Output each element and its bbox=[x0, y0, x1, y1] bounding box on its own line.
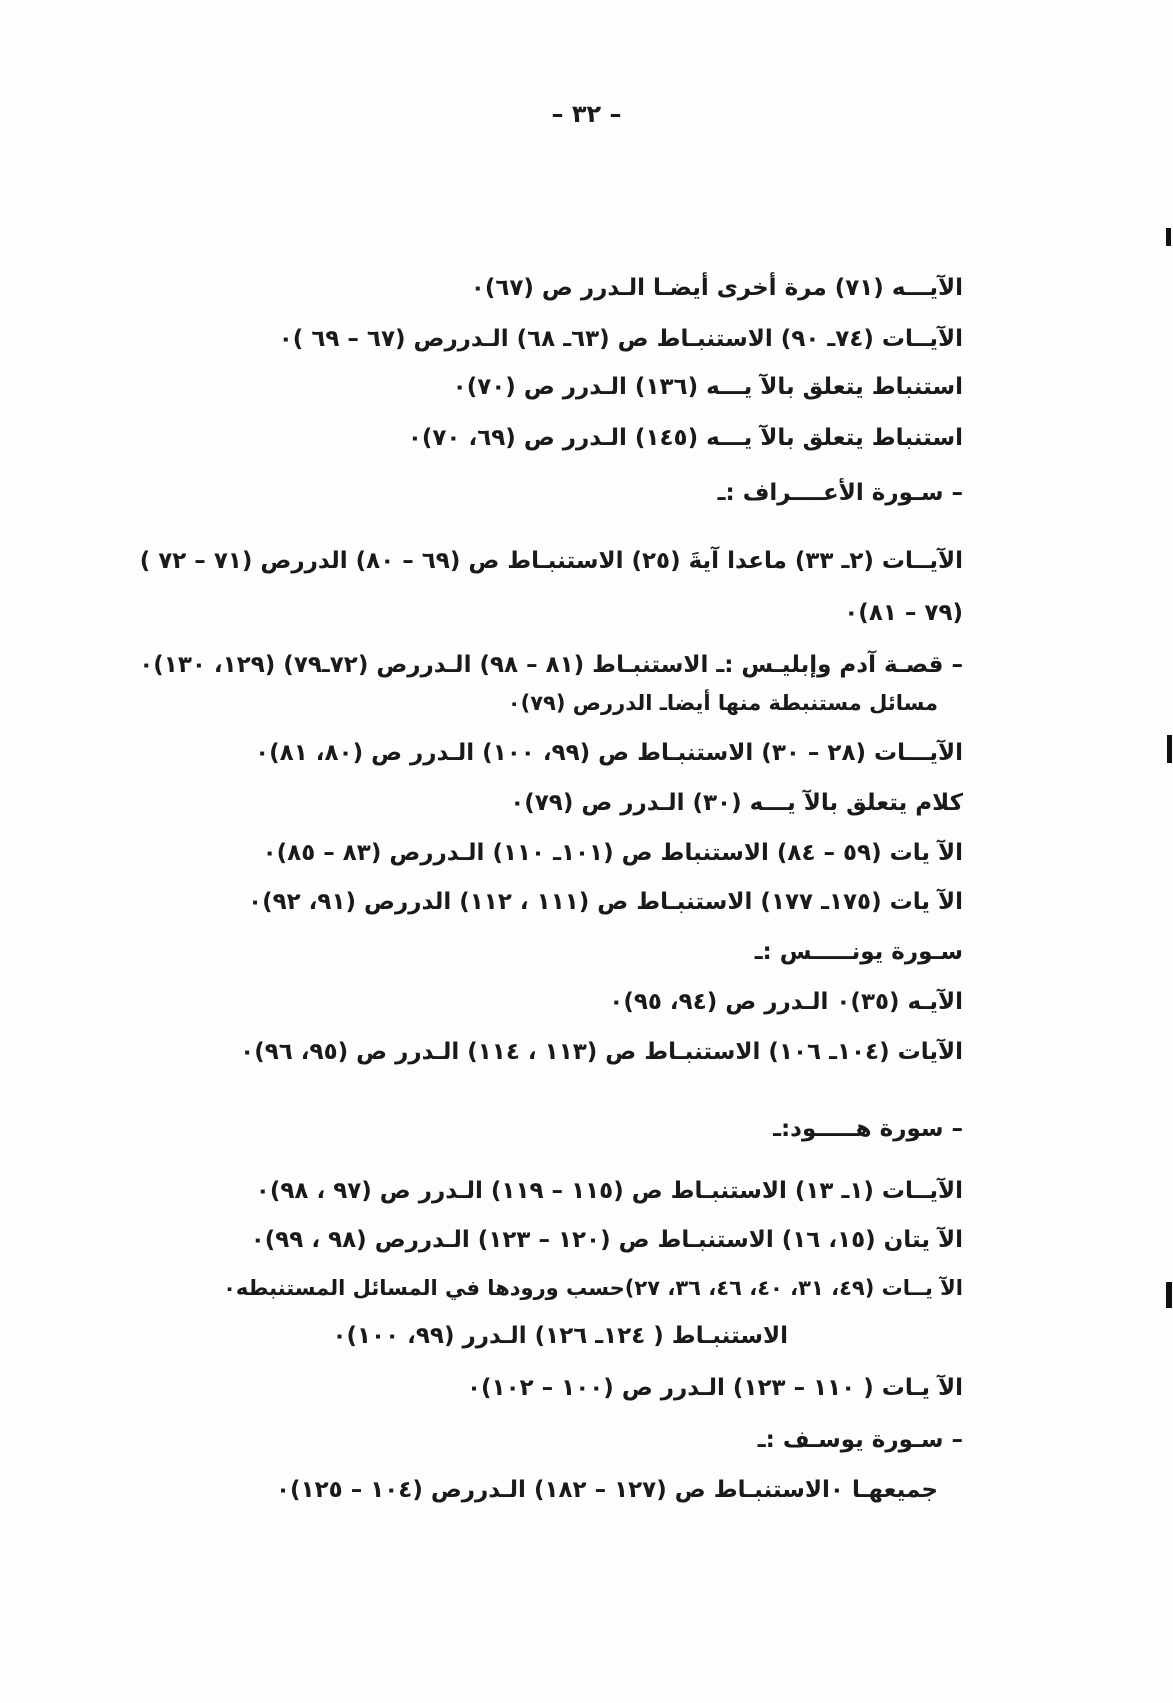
section-heading-hud: – سورة هـــــود:ـ bbox=[773, 1116, 963, 1142]
scan-mark bbox=[1166, 1282, 1172, 1308]
index-line-19: الآ يتان (١٥، ١٦) الاستنبـاط ص (١٢٠ – ١٢٣) الـدررص (٩٨ ، ٩٩)٠ bbox=[250, 1227, 963, 1253]
index-line-4: استنباط يتعلق بالآ يـــه (١٤٥) الـدرر ص (٦٩، ٧٠)٠ bbox=[407, 425, 963, 451]
index-line-8: – قصـة آدم وإبليـس :ـ الاستنبـاط (٨١ – ٩٨) الـدررص (٧٢ـ٧٩) (١٢٩، ١٣٠)٠ bbox=[139, 652, 963, 678]
index-line-9: مسائل مستنبطة منها أيضاـ الدررص (٧٩)٠ bbox=[507, 691, 938, 715]
section-heading-yusuf: – سـورة يوسـف :ـ bbox=[757, 1427, 963, 1453]
index-line-24: جميعهـا ٠الاستنبـاط ص (١٢٧ – ١٨٢) الـدررص (١٠٤ – ١٢٥)٠ bbox=[276, 1477, 938, 1503]
index-line-13: الآ يات (١٧٥ـ ١٧٧) الاستنبـاط ص (١١١ ، ١١٢) الدررص (٩١، ٩٢)٠ bbox=[248, 889, 963, 915]
section-heading-al-araf: – سـورة الأعــــراف :ـ bbox=[717, 480, 963, 506]
index-line-22: الآ يـات ( ١١٠ – ١٢٣) الـدرر ص (١٠٠ – ١٠٢)٠ bbox=[466, 1375, 963, 1401]
scan-mark bbox=[1167, 735, 1172, 763]
index-line-10: الآيـــات (٢٨ – ٣٠) الاستنبـاط ص (٩٩، ١٠٠) الـدرر ص (٨٠، ٨١)٠ bbox=[255, 740, 963, 766]
index-line-7: (٧٩ – ٨١)٠ bbox=[844, 600, 963, 626]
section-heading-yunus: سـورة يونـــــس :ـ bbox=[754, 939, 963, 965]
index-line-11: كلام يتعلق بالآ يـــه (٣٠) الـدرر ص (٧٩)٠ bbox=[510, 790, 963, 816]
index-line-16: الآيات (١٠٤ـ ١٠٦) الاستنبـاط ص (١١٣ ، ١١٤) الـدرر ص (٩٥، ٩٦)٠ bbox=[240, 1039, 963, 1065]
index-line-6: الآيــات (٢ـ ٣٣) ماعدا آيةَ (٢٥) الاستنبـاط ص (٦٩ – ٨٠) الدررص (٧١ – ٧٢ ) bbox=[139, 548, 963, 574]
index-line-21: الاستنبـاط ( ١٢٤ـ ١٢٦) الـدرر (٩٩، ١٠٠)٠ bbox=[332, 1323, 788, 1349]
index-line-2: الآيــات (٧٤ـ ٩٠) الاستنبـاط ص (٦٣ـ ٦٨) الـدررص (٦٧ – ٦٩ )٠ bbox=[278, 326, 963, 352]
index-line-1: الآيـــه (٧١) مرة أخرى أيضـا الـدرر ص (٦٧)٠ bbox=[470, 275, 963, 301]
page-number: – ٣٢ – bbox=[551, 100, 622, 128]
index-line-3: استنباط يتعلق بالآ يـــه (١٣٦) الـدرر ص (٧٠)٠ bbox=[452, 374, 963, 400]
index-line-15: الآيـه (٣٥)٠ الـدرر ص (٩٤، ٩٥)٠ bbox=[609, 989, 963, 1015]
scan-mark bbox=[1166, 228, 1171, 246]
index-line-18: الآيــات (١ـ ١٣) الاستنبـاط ص (١١٥ – ١١٩) الـدرر ص (٩٧ ، ٩٨)٠ bbox=[255, 1178, 963, 1204]
index-line-12: الآ يات (٥٩ – ٨٤) الاستنباط ص (١٠١ـ ١١٠) الـدررص (٨٣ – ٨٥)٠ bbox=[262, 840, 963, 866]
index-line-20: الآ يــات (٤٩، ٣١، ٤٠، ٤٦، ٣٦، ٢٧)حسب ورودها في المسائل المستنبطه٠ bbox=[223, 1276, 963, 1300]
